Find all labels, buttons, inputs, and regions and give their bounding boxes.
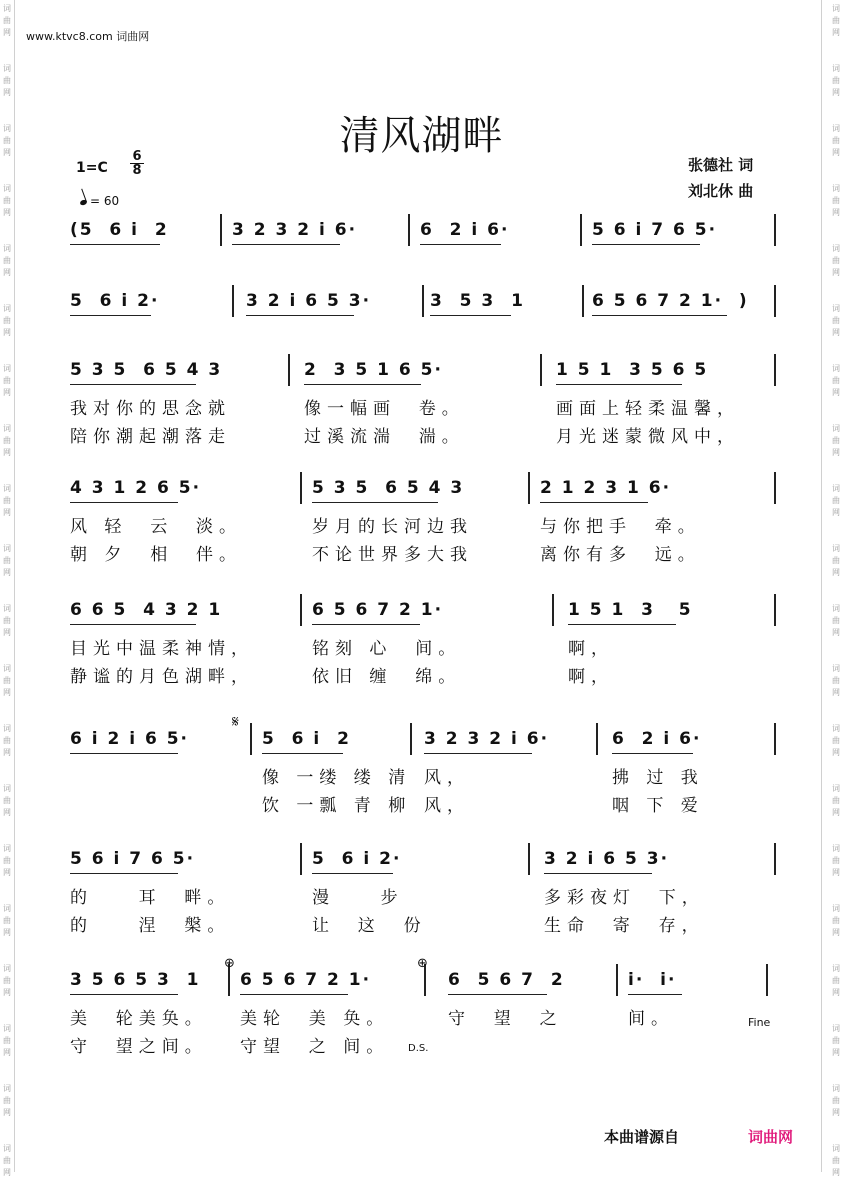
watermark-glyph: 网 bbox=[3, 1168, 11, 1177]
beam-underline bbox=[262, 753, 343, 754]
lyricist-credit: 张德社 词 bbox=[688, 156, 754, 174]
lyric-verse-1: 美 轮美奂。 bbox=[70, 1009, 208, 1029]
beam-underline bbox=[592, 315, 727, 316]
right-margin-line bbox=[821, 0, 822, 1172]
measure-notes: 6 i 2 i 6 5· bbox=[70, 729, 190, 749]
beam-underline bbox=[568, 624, 676, 625]
bar-line bbox=[408, 214, 410, 246]
watermark-glyph: 曲 bbox=[832, 496, 840, 505]
watermark-glyph: 词 bbox=[3, 964, 11, 973]
footer-source-label: 本曲谱源自 bbox=[604, 1128, 680, 1146]
watermark-glyph: 词 bbox=[3, 1144, 11, 1153]
watermark-glyph: 网 bbox=[3, 448, 11, 457]
segno-icon: 𝄋 bbox=[232, 712, 239, 731]
lyric-verse-2: 饮 一瓢 青 柳 bbox=[262, 796, 412, 816]
watermark-glyph: 曲 bbox=[832, 136, 840, 145]
watermark-glyph: 曲 bbox=[3, 196, 11, 205]
watermark-glyph: 曲 bbox=[832, 616, 840, 625]
watermark-glyph: 曲 bbox=[832, 436, 840, 445]
lyric-verse-1: 多彩夜灯 下， bbox=[544, 888, 705, 908]
beam-underline bbox=[70, 244, 160, 245]
time-signature bbox=[130, 150, 144, 177]
lyric-verse-2: 依旧 缠 绵。 bbox=[312, 667, 462, 687]
watermark-glyph: 网 bbox=[3, 388, 11, 397]
bar-line bbox=[288, 354, 290, 386]
lyric-verse-1: 岁月的长河边我 bbox=[312, 517, 473, 537]
ds-marking: D.S. bbox=[408, 1043, 429, 1054]
watermark-glyph: 曲 bbox=[3, 736, 11, 745]
measure-notes: 5 6 i 2· bbox=[70, 291, 160, 311]
measure-notes: (5 6 i 2 bbox=[70, 220, 169, 240]
watermark-glyph: 词 bbox=[3, 1024, 11, 1033]
beam-underline bbox=[540, 502, 648, 503]
watermark-glyph: 网 bbox=[832, 688, 840, 697]
watermark-glyph: 曲 bbox=[3, 16, 11, 25]
measure-notes: 3 2 i 6 5 3· bbox=[246, 291, 372, 311]
watermark-glyph: 曲 bbox=[832, 256, 840, 265]
watermark-glyph: 词 bbox=[3, 724, 11, 733]
measure-notes: i· i· bbox=[628, 970, 677, 990]
bar-line bbox=[552, 594, 554, 626]
watermark-glyph: 词 bbox=[832, 724, 840, 733]
measure-notes: 3 2 i 6 5 3· bbox=[544, 849, 670, 869]
measure-notes: 1 5 1 3 5 6 5 bbox=[556, 360, 709, 380]
lyric-verse-1: 画面上轻柔温馨， bbox=[556, 399, 740, 419]
measure-notes: 6 2 i 6· bbox=[612, 729, 702, 749]
lyric-verse-2: 的 涅 槃。 bbox=[70, 916, 231, 936]
lyric-verse-1: 铭刻 心 间。 bbox=[312, 639, 462, 659]
beam-underline bbox=[628, 994, 682, 995]
watermark-glyph: 曲 bbox=[832, 196, 840, 205]
measure-notes: 2 1 2 3 1 6· bbox=[540, 478, 672, 498]
lyric-verse-2: 静谧的月色湖畔， bbox=[70, 667, 254, 687]
measure-notes: 3 5 3 1 bbox=[430, 291, 525, 311]
measure-notes: 6 2 i 6· bbox=[420, 220, 510, 240]
bar-line bbox=[582, 285, 584, 317]
watermark-glyph: 曲 bbox=[3, 136, 11, 145]
watermark-glyph: 词 bbox=[3, 604, 11, 613]
measure-notes: 2 3 5 1 6 5· bbox=[304, 360, 443, 380]
watermark-glyph: 曲 bbox=[832, 316, 840, 325]
bar-line bbox=[616, 964, 618, 996]
site-header[interactable]: www.ktvc8.com 词曲网 bbox=[26, 30, 150, 43]
watermark-glyph: 曲 bbox=[3, 676, 11, 685]
watermark-glyph: 网 bbox=[3, 508, 11, 517]
watermark-glyph: 曲 bbox=[3, 316, 11, 325]
bar-line bbox=[528, 472, 530, 504]
watermark-glyph: 网 bbox=[832, 448, 840, 457]
watermark-glyph: 曲 bbox=[3, 496, 11, 505]
watermark-glyph: 曲 bbox=[832, 376, 840, 385]
watermark-glyph: 词 bbox=[832, 184, 840, 193]
footer-source-site[interactable]: 词曲网 bbox=[748, 1128, 794, 1146]
watermark-glyph: 网 bbox=[832, 88, 840, 97]
watermark-glyph: 词 bbox=[3, 784, 11, 793]
beam-underline bbox=[612, 753, 693, 754]
watermark-glyph: 网 bbox=[832, 568, 840, 577]
lyric-verse-1: 目光中温柔神情， bbox=[70, 639, 254, 659]
lyric-verse-2: 陪你潮起潮落走 bbox=[70, 427, 231, 447]
watermark-glyph: 曲 bbox=[3, 1156, 11, 1165]
beam-underline bbox=[424, 753, 532, 754]
lyric-verse-1: 我对你的思念就 bbox=[70, 399, 231, 419]
bar-line bbox=[774, 723, 776, 755]
watermark-glyph: 词 bbox=[3, 544, 11, 553]
watermark-glyph: 词 bbox=[3, 304, 11, 313]
bar-line bbox=[774, 214, 776, 246]
watermark-glyph: 词 bbox=[3, 484, 11, 493]
right-watermark-strip bbox=[831, 0, 841, 1177]
beam-underline bbox=[420, 244, 501, 245]
watermark-glyph: 词 bbox=[3, 184, 11, 193]
watermark-glyph: 词 bbox=[832, 244, 840, 253]
watermark-glyph: 曲 bbox=[3, 556, 11, 565]
watermark-glyph: 词 bbox=[832, 124, 840, 133]
bar-line bbox=[774, 285, 776, 317]
watermark-glyph: 网 bbox=[832, 328, 840, 337]
watermark-glyph: 网 bbox=[3, 808, 11, 817]
watermark-glyph: 网 bbox=[832, 1108, 840, 1117]
measure-notes: 3 2 3 2 i 6· bbox=[232, 220, 358, 240]
watermark-glyph: 词 bbox=[832, 1024, 840, 1033]
bar-line bbox=[596, 723, 598, 755]
lyric-verse-2: 过溪流湍 湍。 bbox=[304, 427, 465, 447]
meter-top: 6 bbox=[130, 150, 144, 164]
watermark-glyph: 网 bbox=[832, 748, 840, 757]
watermark-glyph: 词 bbox=[3, 424, 11, 433]
measure-notes: 5 6 i 2· bbox=[312, 849, 402, 869]
watermark-glyph: 词 bbox=[3, 4, 11, 13]
lyric-verse-2: 让 这 份 bbox=[312, 916, 427, 936]
key-signature: 1=C bbox=[76, 160, 108, 176]
bar-line bbox=[774, 354, 776, 386]
watermark-glyph: 网 bbox=[3, 988, 11, 997]
lyric-verse-1: 像 一缕 缕 清 bbox=[262, 768, 412, 788]
watermark-glyph: 网 bbox=[3, 688, 11, 697]
measure-notes: 6 5 6 7 2 1· bbox=[312, 600, 444, 620]
measure-notes: 5 6 i 7 6 5· bbox=[592, 220, 718, 240]
coda-icon: ⊕ bbox=[224, 956, 235, 971]
lyric-verse-1: 守 望 之 bbox=[448, 1009, 563, 1029]
watermark-glyph: 词 bbox=[832, 1084, 840, 1093]
bar-line bbox=[422, 285, 424, 317]
beam-underline bbox=[544, 873, 652, 874]
watermark-glyph: 曲 bbox=[3, 1096, 11, 1105]
watermark-glyph: 曲 bbox=[832, 856, 840, 865]
left-watermark-strip bbox=[2, 0, 12, 1177]
watermark-glyph: 网 bbox=[3, 868, 11, 877]
bar-line bbox=[300, 472, 302, 504]
watermark-glyph: 曲 bbox=[3, 976, 11, 985]
beam-underline bbox=[70, 753, 178, 754]
lyric-verse-2: 咽 下 爱 bbox=[612, 796, 704, 816]
measure-notes: 4 3 1 2 6 5· bbox=[70, 478, 202, 498]
lyric-verse-2: 月光迷蒙微风中， bbox=[556, 427, 740, 447]
watermark-glyph: 曲 bbox=[832, 976, 840, 985]
measure-notes: 5 6 i 7 6 5· bbox=[70, 849, 196, 869]
watermark-glyph: 网 bbox=[3, 628, 11, 637]
watermark-glyph: 曲 bbox=[832, 1096, 840, 1105]
beam-underline bbox=[304, 384, 421, 385]
beam-underline bbox=[312, 502, 438, 503]
quarter-note-icon bbox=[79, 199, 87, 206]
lyric-verse-2: 守望 之 间。 bbox=[240, 1037, 390, 1057]
lyric-verse-2: 不论世界多大我 bbox=[312, 545, 473, 565]
watermark-glyph: 网 bbox=[832, 208, 840, 217]
watermark-glyph: 网 bbox=[832, 1048, 840, 1057]
lyric-verse-2: 朝 夕 相 伴。 bbox=[70, 545, 243, 565]
watermark-glyph: 词 bbox=[3, 1084, 11, 1093]
lyric-verse-2: 啊， bbox=[568, 667, 614, 687]
beam-underline bbox=[312, 624, 420, 625]
watermark-glyph: 词 bbox=[832, 544, 840, 553]
watermark-glyph: 网 bbox=[832, 268, 840, 277]
watermark-glyph: 词 bbox=[3, 364, 11, 373]
measure-notes: 5 3 5 6 5 4 3 bbox=[312, 478, 465, 498]
lyric-verse-1: 像一幅画 卷。 bbox=[304, 399, 465, 419]
watermark-glyph: 网 bbox=[832, 148, 840, 157]
watermark-glyph: 网 bbox=[3, 268, 11, 277]
measure-notes: 1 5 1 3 5 bbox=[568, 600, 693, 620]
watermark-glyph: 网 bbox=[3, 1048, 11, 1057]
watermark-glyph: 曲 bbox=[3, 916, 11, 925]
watermark-glyph: 词 bbox=[832, 784, 840, 793]
measure-notes: 6 6 5 4 3 2 1 bbox=[70, 600, 223, 620]
beam-underline bbox=[70, 315, 151, 316]
bar-line bbox=[220, 214, 222, 246]
watermark-glyph: 词 bbox=[832, 424, 840, 433]
bar-line bbox=[300, 843, 302, 875]
watermark-glyph: 词 bbox=[832, 1144, 840, 1153]
measure-notes: 6 5 6 7 2 1· bbox=[240, 970, 372, 990]
watermark-glyph: 网 bbox=[3, 748, 11, 757]
watermark-glyph: 词 bbox=[832, 844, 840, 853]
watermark-glyph: 词 bbox=[3, 664, 11, 673]
watermark-glyph: 词 bbox=[832, 484, 840, 493]
watermark-glyph: 词 bbox=[832, 304, 840, 313]
watermark-glyph: 词 bbox=[3, 124, 11, 133]
bar-line bbox=[774, 843, 776, 875]
lyric-verse-1: 与你把手 牵。 bbox=[540, 517, 701, 537]
watermark-glyph: 词 bbox=[832, 364, 840, 373]
measure-notes: 3 5 6 5 3 1 bbox=[70, 970, 201, 990]
watermark-glyph: 网 bbox=[832, 388, 840, 397]
beam-underline bbox=[240, 994, 348, 995]
watermark-glyph: 网 bbox=[3, 1108, 11, 1117]
lyric-verse-1: 风， bbox=[424, 768, 470, 788]
bar-line bbox=[774, 472, 776, 504]
page-title: 清风湖畔 bbox=[339, 113, 504, 159]
watermark-glyph: 曲 bbox=[3, 1036, 11, 1045]
watermark-glyph: 网 bbox=[832, 988, 840, 997]
measure-notes: 5 6 i 2 bbox=[262, 729, 351, 749]
watermark-glyph: 网 bbox=[832, 28, 840, 37]
watermark-glyph: 曲 bbox=[3, 376, 11, 385]
measure-notes: 6 5 6 7 2 1· ) bbox=[592, 291, 749, 311]
bar-line bbox=[774, 594, 776, 626]
watermark-glyph: 曲 bbox=[832, 1156, 840, 1165]
watermark-glyph: 词 bbox=[832, 964, 840, 973]
watermark-glyph: 曲 bbox=[832, 736, 840, 745]
watermark-glyph: 曲 bbox=[832, 1036, 840, 1045]
beam-underline bbox=[430, 315, 511, 316]
watermark-glyph: 曲 bbox=[3, 616, 11, 625]
measure-notes: 6 5 6 7 2 bbox=[448, 970, 565, 990]
watermark-glyph: 网 bbox=[3, 568, 11, 577]
measure-notes: 3 2 3 2 i 6· bbox=[424, 729, 550, 749]
lyric-verse-2: 守 望之间。 bbox=[70, 1037, 208, 1057]
watermark-glyph: 网 bbox=[3, 928, 11, 937]
watermark-glyph: 网 bbox=[832, 628, 840, 637]
lyric-verse-1: 的 耳 畔。 bbox=[70, 888, 231, 908]
lyric-verse-1: 美轮 美 奂。 bbox=[240, 1009, 390, 1029]
lyric-verse-1: 拂 过 我 bbox=[612, 768, 704, 788]
watermark-glyph: 曲 bbox=[832, 76, 840, 85]
beam-underline bbox=[70, 384, 196, 385]
tempo-value: = 60 bbox=[90, 194, 120, 208]
bar-line bbox=[232, 285, 234, 317]
watermark-glyph: 词 bbox=[832, 64, 840, 73]
composer-credit: 刘北休 曲 bbox=[688, 182, 754, 200]
watermark-glyph: 曲 bbox=[3, 796, 11, 805]
bar-line bbox=[528, 843, 530, 875]
coda-icon: ⊕ bbox=[417, 956, 428, 971]
beam-underline bbox=[232, 244, 340, 245]
beam-underline bbox=[312, 873, 393, 874]
watermark-glyph: 曲 bbox=[3, 436, 11, 445]
lyric-verse-1: 风 轻 云 淡。 bbox=[70, 517, 243, 537]
watermark-glyph: 网 bbox=[3, 88, 11, 97]
measure-notes: 5 3 5 6 5 4 3 bbox=[70, 360, 223, 380]
watermark-glyph: 网 bbox=[832, 868, 840, 877]
bar-line bbox=[300, 594, 302, 626]
watermark-glyph: 网 bbox=[832, 1168, 840, 1177]
watermark-glyph: 网 bbox=[832, 928, 840, 937]
beam-underline bbox=[448, 994, 547, 995]
beam-underline bbox=[70, 624, 196, 625]
watermark-glyph: 曲 bbox=[832, 556, 840, 565]
meter-bottom: 8 bbox=[132, 163, 142, 178]
watermark-glyph: 曲 bbox=[3, 76, 11, 85]
watermark-glyph: 网 bbox=[832, 808, 840, 817]
bar-line bbox=[410, 723, 412, 755]
bar-line bbox=[540, 354, 542, 386]
lyric-verse-1: 间。 bbox=[628, 1009, 674, 1029]
watermark-glyph: 词 bbox=[3, 244, 11, 253]
watermark-glyph: 词 bbox=[832, 664, 840, 673]
left-margin-line bbox=[14, 0, 15, 1172]
beam-underline bbox=[70, 502, 178, 503]
lyric-verse-2: 离你有多 远。 bbox=[540, 545, 701, 565]
watermark-glyph: 词 bbox=[832, 4, 840, 13]
bar-line bbox=[766, 964, 768, 996]
lyric-verse-1: 啊， bbox=[568, 639, 614, 659]
tempo-marking bbox=[80, 194, 119, 208]
beam-underline bbox=[592, 244, 700, 245]
beam-underline bbox=[556, 384, 682, 385]
watermark-glyph: 网 bbox=[3, 208, 11, 217]
watermark-glyph: 曲 bbox=[3, 256, 11, 265]
fine-marking: Fine bbox=[748, 1016, 771, 1029]
watermark-glyph: 词 bbox=[3, 904, 11, 913]
lyric-verse-2: 生命 寄 存， bbox=[544, 916, 705, 936]
bar-line bbox=[250, 723, 252, 755]
beam-underline bbox=[70, 994, 178, 995]
watermark-glyph: 网 bbox=[3, 328, 11, 337]
watermark-glyph: 曲 bbox=[832, 676, 840, 685]
lyric-verse-1: 漫 步 bbox=[312, 888, 404, 908]
watermark-glyph: 词 bbox=[832, 604, 840, 613]
watermark-glyph: 曲 bbox=[3, 856, 11, 865]
watermark-glyph: 曲 bbox=[832, 16, 840, 25]
watermark-glyph: 网 bbox=[832, 508, 840, 517]
watermark-glyph: 网 bbox=[3, 28, 11, 37]
watermark-glyph: 词 bbox=[3, 64, 11, 73]
watermark-glyph: 词 bbox=[832, 904, 840, 913]
watermark-glyph: 网 bbox=[3, 148, 11, 157]
beam-underline bbox=[70, 873, 178, 874]
lyric-verse-2: 风， bbox=[424, 796, 470, 816]
watermark-glyph: 曲 bbox=[832, 796, 840, 805]
bar-line bbox=[580, 214, 582, 246]
watermark-glyph: 曲 bbox=[832, 916, 840, 925]
beam-underline bbox=[246, 315, 354, 316]
watermark-glyph: 词 bbox=[3, 844, 11, 853]
